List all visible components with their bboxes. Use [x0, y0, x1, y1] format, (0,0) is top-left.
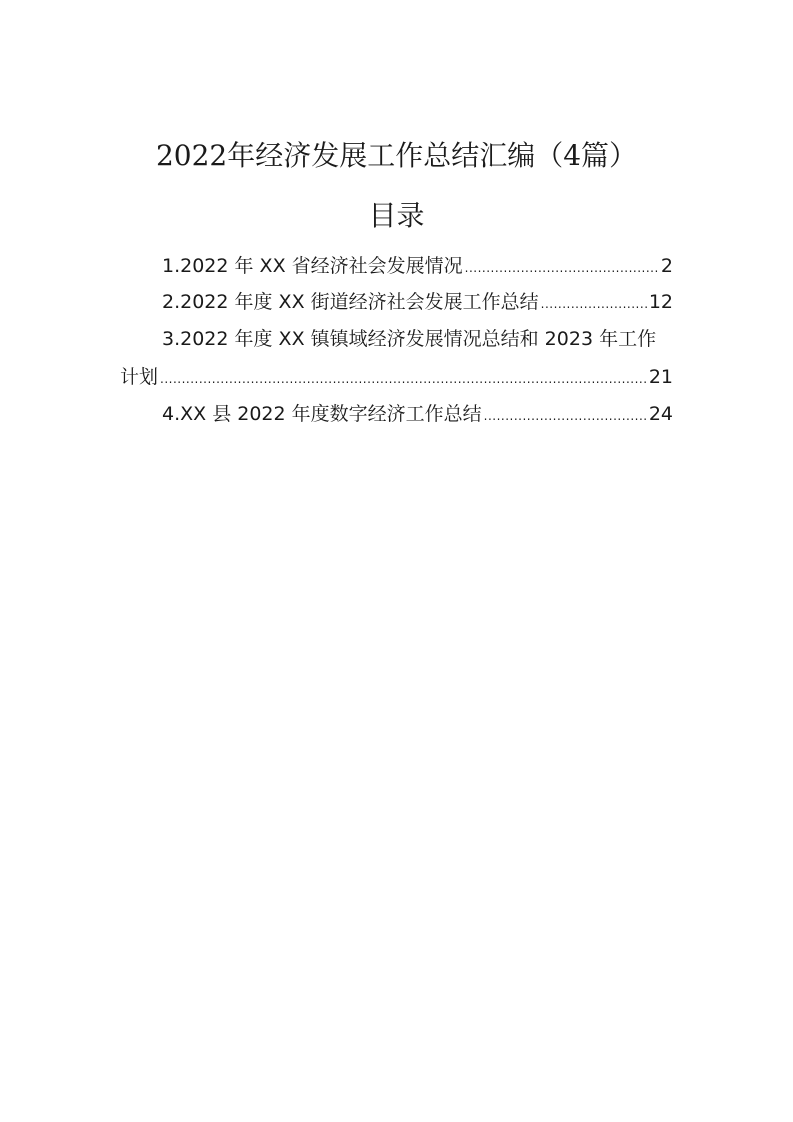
toc-page-number: 2: [660, 255, 673, 277]
toc-entry-title: 2.2022 年度 XX 街道经济社会发展工作总结: [162, 291, 539, 313]
toc-leader-dots: [465, 254, 659, 282]
toc-entry-title: 计划: [120, 366, 159, 388]
toc-entry-title: 4.XX 县 2022 年度数字经济工作总结: [162, 403, 482, 425]
toc-page-number: 12: [648, 291, 673, 313]
toc-entry-4[interactable]: [162, 400, 673, 430]
toc-entry-3-line1[interactable]: 3.2022 年度 XX 镇镇域经济发展情况总结和 2023 年工作: [162, 328, 657, 350]
toc-entry-title: 1.2022 年 XX 省经济社会发展情况: [162, 255, 463, 277]
toc-entry-1[interactable]: [162, 252, 673, 282]
toc-entry-3[interactable]: [120, 363, 673, 393]
toc-leader-dots: [160, 365, 647, 393]
toc-heading: 目录: [368, 199, 425, 232]
toc-page-number: 24: [648, 403, 673, 425]
toc-leader-dots: [484, 402, 647, 430]
toc-leader-dots: [541, 290, 647, 318]
toc-page-number: 21: [648, 366, 673, 388]
document-title: 2022年经济发展工作总结汇编（4篇）: [155, 139, 638, 172]
toc-entry-2[interactable]: [162, 288, 673, 318]
